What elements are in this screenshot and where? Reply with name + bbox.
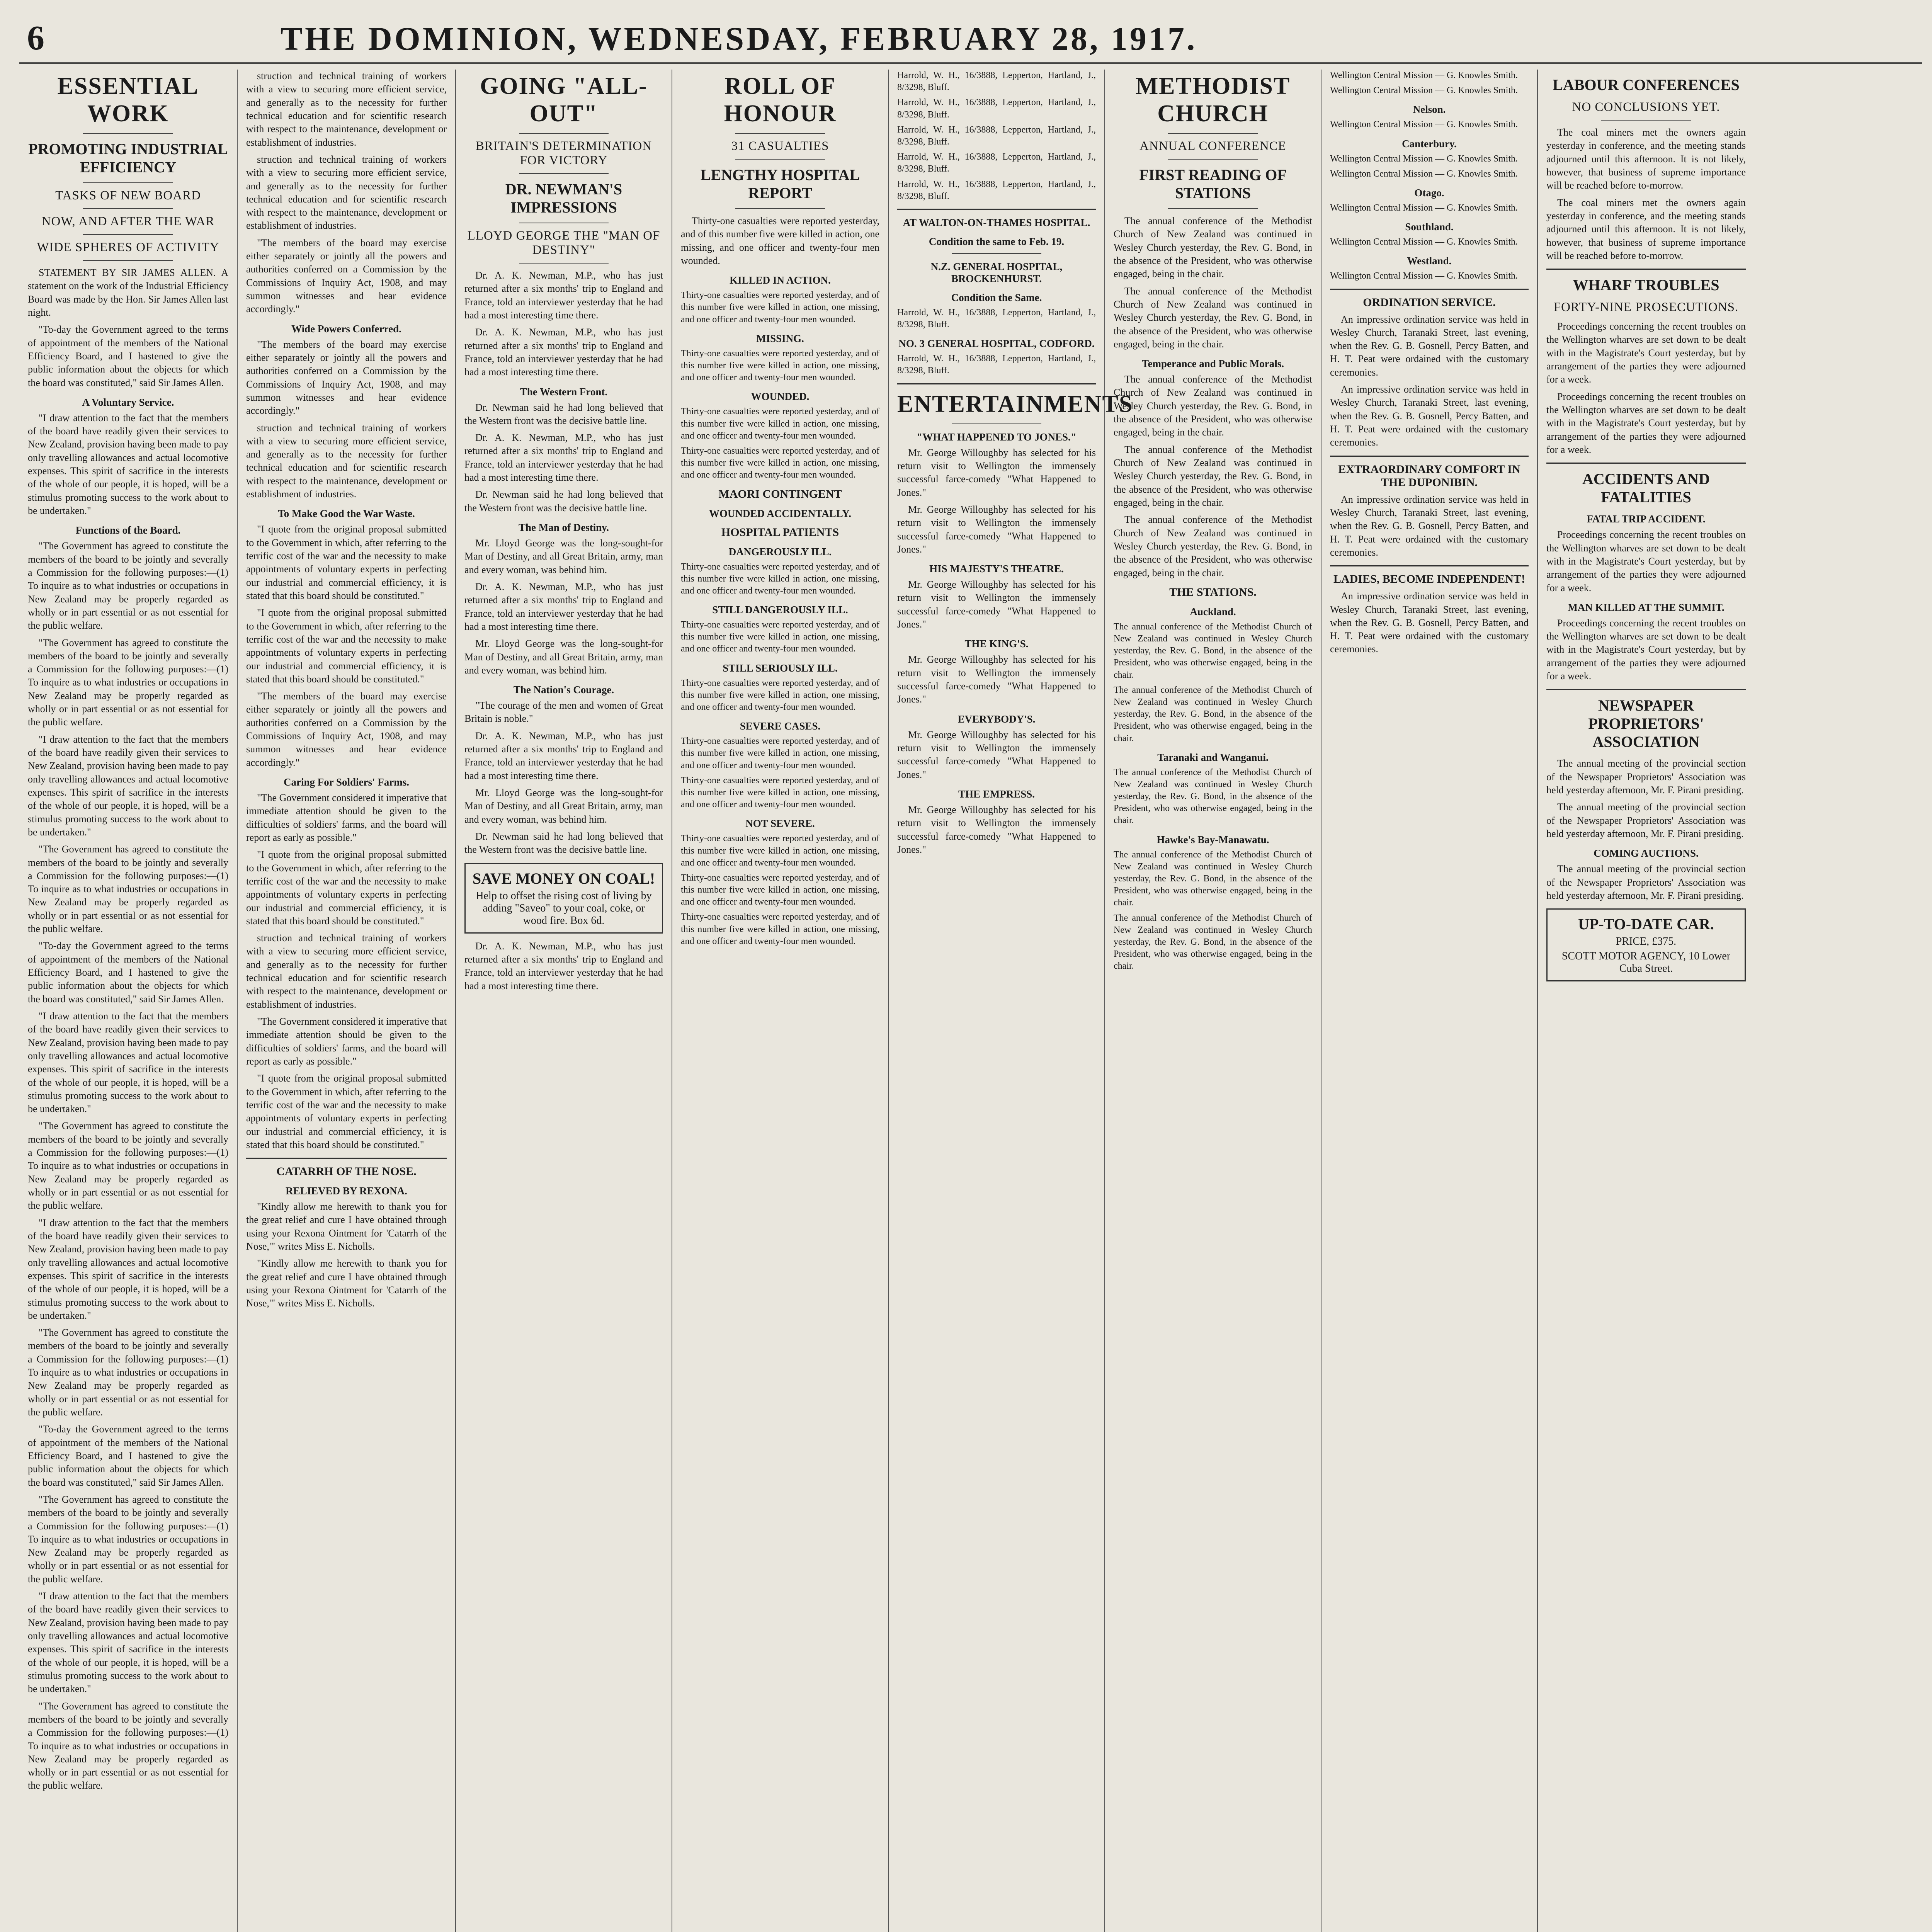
article-paragraph: Thirty-one casualties were reported yesterday, and of this number five were killed in action, one missing, and one officer and twenty-four men wounded. <box>681 290 879 325</box>
article-paragraph: Mr. Lloyd George was the long-sought-for Man of Destiny, and all Great Britain, army, man and every woman, was behind him. <box>464 638 663 676</box>
article-paragraph: "I draw attention to the fact that the members of the board have readily given their services to New Zealand, provision having been made to pay only travelling allowances and actual locomotive expenses. This spirit of sacrifice in the interests of the whole of our people, it is hoped, will be a stimulus promoting success to the work about to be undertaken." <box>28 1590 228 1695</box>
section-heading: STILL SERIOUSLY ILL. <box>723 662 838 674</box>
section-heading: NOT SEVERE. <box>745 818 815 830</box>
article-paragraph: An impressive ordination service was held in Wesley Church, Taranaki Street, last evening, when the Rev. G. B. Gosnell, Percy Batten, and H. T. Peat were ordained with the customary ceremonies. <box>1330 313 1529 378</box>
article-paragraph: Wellington Central Mission — G. Knowles Smith. <box>1330 119 1518 130</box>
section-heading: "WHAT HAPPENED TO JONES." <box>917 431 1077 443</box>
deck-newman: DR. NEWMAN'S IMPRESSIONS <box>505 180 622 216</box>
section-heading: Condition the same to Feb. 19. <box>929 235 1065 247</box>
article-paragraph: Dr. A. K. Newman, M.P., who has just returned after a six months' trip to England and France, told an interviewer yesterday that he had had a most interesting time there. <box>464 327 663 378</box>
article-paragraph: "The members of the board may exercise either separately or jointly all the powers and authorities conferred on a Commission by the Commissions of Inquiry Act, 1908, and may summon witnesses and hear evidence accordingly." <box>246 237 447 315</box>
page-title: THE DOMINION, WEDNESDAY, FEBRUARY 28, 1917. <box>280 20 1197 57</box>
article-paragraph: Dr. A. K. Newman, M.P., who has just returned after a six months' trip to England and France, told an interviewer yesterday that he had had a most interesting time there. <box>464 432 663 483</box>
heading-maori-contingent: MAORI CONTINGENT <box>718 487 842 500</box>
article-paragraph: Wellington Central Mission — G. Knowles Smith. <box>1330 85 1518 96</box>
article-paragraph: Wellington Central Mission — G. Knowles Smith. <box>1330 70 1518 80</box>
article-paragraph: Thirty-one casualties were reported yesterday, and of this number five were killed in action, one missing, and one officer and twenty-four men wounded. <box>681 736 879 770</box>
headline-methodist: METHODIST CHURCH <box>1135 73 1291 127</box>
article-paragraph: The annual conference of the Methodist Church of New Zealand was continued in Wesley Church yesterday, the Rev. G. Bond, in the absence of the President, who was otherwise engaged, being in the chair. <box>1114 913 1312 971</box>
article-paragraph: "The Government considered it imperative that immediate attention should be given to the difficulties of soldiers' farms, and the board will report as early as possible." <box>246 792 447 843</box>
section-heading: THE KING'S. <box>964 638 1029 650</box>
article-paragraph: Dr. Newman said he had long believed that the Western front was the decisive battle line. <box>464 401 663 426</box>
article-paragraph: Wellington Central Mission — G. Knowles Smith. <box>1330 271 1518 281</box>
subhead-rexona: RELIEVED BY REXONA. <box>286 1185 407 1197</box>
section-heading: N.Z. GENERAL HOSPITAL, BROCKENHURST. <box>930 260 1063 284</box>
article-paragraph: The annual conference of the Methodist Church of New Zealand was continued in Wesley Church yesterday, the Rev. G. Bond, in the absence of the President, who was otherwise engaged, being in the chair. <box>1114 849 1312 908</box>
section-heading: The Nation's Courage. <box>513 684 614 696</box>
columns <box>19 70 1922 1932</box>
headline-catarrh: CATARRH OF THE NOSE. <box>276 1165 417 1178</box>
section-heading: Canterbury. <box>1402 138 1457 150</box>
article-paragraph: "I draw attention to the fact that the members of the board have readily given their services to New Zealand, provision having been made to pay only travelling allowances and actual locomotive expenses. This spirit of sacrifice in the interests of the whole of our people, it is hoped, will be a stimulus promoting success to the work about to be undertaken." <box>28 1217 228 1321</box>
article-paragraph: Wellington Central Mission — G. Knowles Smith. <box>1330 168 1518 179</box>
deck-lloyd-george: LLOYD GEORGE THE "MAN OF DESTINY" <box>467 229 660 257</box>
article-paragraph: "I draw attention to the fact that the members of the board have readily given their services to New Zealand, provision having been made to pay only travelling allowances and actual locomotive expenses. This spirit of sacrifice in the interests of the whole of our people, it is hoped, will be a stimulus promoting success to the work about to be undertaken." <box>28 1010 228 1115</box>
article-paragraph: Thirty-one casualties were reported yesterday, and of this number five were killed in action, one missing, and one officer and twenty-four men wounded. <box>681 215 879 266</box>
headline-labour: LABOUR CONFERENCES <box>1553 76 1740 94</box>
article-paragraph: "I quote from the original proposal submitted to the Government in which, after referring to the terrific cost of the war and the necessity to make appointments of voluntary experts in perfecting our industrial and commercial efficiency, it is stated that this board should be constituted." <box>246 524 447 601</box>
deck-casualties: 31 CASUALTIES <box>731 139 829 153</box>
advert-agency: SCOTT MOTOR AGENCY, 10 Lower Cuba Street. <box>1561 950 1731 975</box>
article-paragraph: "To-day the Government agreed to the terms of appointment of the members of the National Efficiency Board, and I hastened to give the public information about the objects for which the board was constituted," said Sir James Allen. <box>28 1423 228 1488</box>
article-paragraph: "The Government has agreed to constitute the members of the board to be jointly and severally a Commission for the following purposes:—(1) To inquire as to what industries or occupations in New Zealand may be properly regarded as wholly or in part essential or as not essential for the public welfare. <box>28 844 228 935</box>
article-paragraph: Thirty-one casualties were reported yesterday, and of this number five were killed in action, one missing, and one officer and twenty-four men wounded. <box>681 446 879 480</box>
article-paragraph: Proceedings concerning the recent troubles on the Wellington wharves are set down to be dealt with in the Magistrate's Court yesterday, but by arrangement of the parties they were adjourned for a week. <box>1546 617 1746 682</box>
subhead-efficiency: PROMOTING INDUSTRIAL EFFICIENCY <box>28 140 228 176</box>
article-paragraph: The annual conference of the Methodist Church of New Zealand was continued in Wesley Church yesterday, the Rev. G. Bond, in the absence of the President, who was otherwise engaged, being in the chair. <box>1114 514 1312 578</box>
column-essential-work-cont <box>238 70 456 1932</box>
deck-hospital-report: LENGTHY HOSPITAL REPORT <box>700 166 860 202</box>
advert-price: PRICE, £375. <box>1616 935 1677 948</box>
article-paragraph: struction and technical training of workers with a view to securing more efficient service, and generally as to the necessity for further technical education and for scientific research with respect to the maintenance, development or establishment of industries. <box>246 153 447 231</box>
headline-roll-of-honour: ROLL OF HONOUR <box>724 73 837 127</box>
article-paragraph: Mr. Lloyd George was the long-sought-for Man of Destiny, and all Great Britain, army, man and every woman, was behind him. <box>464 787 663 825</box>
section-heading: Otago. <box>1414 187 1444 199</box>
article-paragraph: struction and technical training of workers with a view to securing more efficient service, and generally as to the necessity for further technical education and for scientific research with respect to the maintenance, development or establishment of industries. <box>246 70 447 148</box>
article-paragraph: The annual conference of the Methodist Church of New Zealand was continued in Wesley Church yesterday, the Rev. G. Bond, in the absence of the President, who was otherwise engaged, being in the chair. <box>1114 215 1312 280</box>
article-paragraph: Proceedings concerning the recent troubles on the Wellington wharves are set down to be dealt with in the Magistrate's Court yesterday, but by arrangement of the parties they were adjourned for a week. <box>1546 529 1746 594</box>
article-paragraph: "The Government has agreed to constitute the members of the board to be jointly and severally a Commission for the following purposes:—(1) To inquire as to what industries or occupations in New Zealand may be properly regarded as wholly or in part essential or as not essential for the public welfare. <box>28 1327 228 1418</box>
article-paragraph: "I quote from the original proposal submitted to the Government in which, after referring to the terrific cost of the war and the necessity to make appointments of voluntary experts in perfecting our industrial and commercial efficiency, it is stated that this board should be constituted." <box>246 849 447 927</box>
article-paragraph: Thirty-one casualties were reported yesterday, and of this number five were killed in action, one missing, and one officer and twenty-four men wounded. <box>681 833 879 868</box>
section-heading: THE EMPRESS. <box>958 788 1035 800</box>
article-paragraph: Harrold, W. H., 16/3888, Lepperton, Hartland, J., 8/3298, Bluff. <box>897 152 1096 174</box>
headline-essential-work: ESSENTIAL WORK <box>57 73 199 127</box>
deck-no-conclusions: NO CONCLUSIONS YET. <box>1572 100 1720 114</box>
article-paragraph: The annual conference of the Methodist Church of New Zealand was continued in Wesley Church yesterday, the Rev. G. Bond, in the absence of the President, who was otherwise engaged, being in the chair. <box>1114 767 1312 826</box>
article-paragraph: Mr. George Willoughby has selected for his return visit to Wellington the immensely successful farce-comedy "What Happened to Jones." <box>897 729 1096 780</box>
section-heading: WOUNDED. <box>751 391 810 403</box>
article-paragraph: Dr. A. K. Newman, M.P., who has just returned after a six months' trip to England and France, told an interviewer yesterday that he had had a most interesting time there. <box>464 940 663 992</box>
article-paragraph: The annual conference of the Methodist Church of New Zealand was continued in Wesley Church yesterday, the Rev. G. Bond, in the absence of the President, who was otherwise engaged, being in the chair. <box>1114 285 1312 350</box>
column-essential-work <box>19 70 238 1932</box>
article-paragraph: Proceedings concerning the recent troubles on the Wellington wharves are set down to be dealt with in the Magistrate's Court yesterday, but by arrangement of the parties they were adjourned for a week. <box>1546 391 1746 455</box>
section-heading: Caring For Soldiers' Farms. <box>284 776 409 788</box>
article-paragraph: Thirty-one casualties were reported yesterday, and of this number five were killed in action, one missing, and one officer and twenty-four men wounded. <box>681 872 879 907</box>
article-paragraph: Thirty-one casualties were reported yesterday, and of this number five were killed in action, one missing, and one officer and twenty-four men wounded. <box>681 561 879 596</box>
article-paragraph: Thirty-one casualties were reported yesterday, and of this number five were killed in action, one missing, and one officer and twenty-four men wounded. <box>681 678 879 712</box>
article-paragraph: Thirty-one casualties were reported yesterday, and of this number five were killed in action, one missing, and one officer and twenty-four men wounded. <box>681 775 879 810</box>
article-paragraph: STATEMENT BY SIR JAMES ALLEN. A statement on the work of the Industrial Efficiency Board was made by the Hon. Sir James Allen last night. <box>28 267 228 318</box>
column-roll-of-honour <box>672 70 889 1932</box>
deck-stations: FIRST READING OF STATIONS <box>1139 166 1287 202</box>
advert-heading: UP-TO-DATE CAR. <box>1578 915 1714 933</box>
article-paragraph: "I draw attention to the fact that the members of the board have readily given their services to New Zealand, provision having been made to pay only travelling allowances and actual locomotive expenses. This spirit of sacrifice in the interests of the whole of our people, it is hoped, will be a stimulus promoting success to the work about to be undertaken." <box>28 733 228 838</box>
article-paragraph: Harrold, W. H., 16/3888, Lepperton, Hartland, J., 8/3298, Bluff. <box>897 179 1096 201</box>
section-heading: Auckland. <box>1190 605 1236 617</box>
article-paragraph: An impressive ordination service was held in Wesley Church, Taranaki Street, last evening, when the Rev. G. B. Gosnell, Percy Batten, and H. T. Peat were ordained with the customary ceremonies. <box>1330 590 1529 655</box>
article-paragraph: The annual conference of the Methodist Church of New Zealand was continued in Wesley Church yesterday, the Rev. G. Bond, in the absence of the President, who was otherwise engaged, being in the chair. <box>1114 685 1312 743</box>
section-heading: EVERYBODY'S. <box>957 713 1036 725</box>
article-paragraph: "The Government has agreed to constitute the members of the board to be jointly and severally a Commission for the following purposes:—(1) To inquire as to what industries or occupations in New Zealand may be properly regarded as wholly or in part essential or as not essential for the public welfare. <box>28 1493 228 1585</box>
section-heading: To Make Good the War Waste. <box>278 508 415 520</box>
advert-body: Help to offset the rising cost of living by adding "Saveo" to your coal, coke, or wood fire. Box 6d. <box>476 889 652 927</box>
article-paragraph: Mr. George Willoughby has selected for his return visit to Wellington the immensely successful farce-comedy "What Happened to Jones." <box>897 503 1096 555</box>
article-paragraph: "I quote from the original proposal submitted to the Government in which, after referring to the terrific cost of the war and the necessity to make appointments of voluntary experts in perfecting our industrial and commercial efficiency, it is stated that this board should be constituted." <box>246 607 447 685</box>
article-paragraph: Wellington Central Mission — G. Knowles Smith. <box>1330 153 1518 164</box>
article-paragraph: "The Government considered it imperative that immediate attention should be given to the difficulties of soldiers' farms, and the board will report as early as possible." <box>246 1016 447 1067</box>
article-paragraph: The annual conference of the Methodist Church of New Zealand was continued in Wesley Church yesterday, the Rev. G. Bond, in the absence of the President, who was otherwise engaged, being in the chair. <box>1114 444 1312 508</box>
article-paragraph: An impressive ordination service was held in Wesley Church, Taranaki Street, last evening, when the Rev. G. B. Gosnell, Percy Batten, and H. T. Peat were ordained with the customary ceremonies. <box>1330 384 1529 448</box>
advert-paragraph: "Kindly allow me herewith to thank you for the great relief and cure I have obtained through using your Rexona Ointment for 'Catarrh of the Nose,'" writes Miss E. Nicholls. <box>246 1258 447 1309</box>
article-paragraph: "The members of the board may exercise either separately or jointly all the powers and authorities conferred on a Commission by the Commissions of Inquiry Act, 1908, and may summon witnesses and hear evidence accordingly." <box>246 338 447 417</box>
section-heading: Taranaki and Wanganui. <box>1157 751 1269 763</box>
article-paragraph: Dr. A. K. Newman, M.P., who has just returned after a six months' trip to England and France, told an interviewer yesterday that he had had a most interesting time there. <box>464 581 663 632</box>
article-paragraph: Thirty-one casualties were reported yesterday, and of this number five were killed in action, one missing, and one officer and twenty-four men wounded. <box>681 406 879 441</box>
article-paragraph: Dr. A. K. Newman, M.P., who has just returned after a six months' trip to England and France, told an interviewer yesterday that he had had a most interesting time there. <box>464 270 663 321</box>
article-paragraph: The annual meeting of the provincial section of the Newspaper Proprietors' Association was held yesterday afternoon, Mr. F. Pirani presiding. <box>1546 863 1746 901</box>
article-paragraph: The annual meeting of the provincial section of the Newspaper Proprietors' Association was held yesterday afternoon, Mr. F. Pirani presiding. <box>1546 758 1746 796</box>
article-paragraph: "To-day the Government agreed to the terms of appointment of the members of the National Efficiency Board, and I hastened to give the public information about the objects for which the board was constituted," said Sir James Allen. <box>28 324 228 388</box>
headline-newspaper: NEWSPAPER PROPRIETORS' ASSOCIATION <box>1588 697 1704 751</box>
heading-comfort: EXTRAORDINARY COMFORT IN THE DUPONIBIN. <box>1338 463 1520 489</box>
article-paragraph: "To-day the Government agreed to the terms of appointment of the members of the National Efficiency Board, and I hastened to give the public information about the objects for which the board was constituted," said Sir James Allen. <box>28 940 228 1005</box>
column-methodist-cont <box>1321 70 1538 1932</box>
deck-britain: BRITAIN'S DETERMINATION FOR VICTORY <box>475 139 652 167</box>
article-paragraph: The coal miners met the owners again yesterday in conference, and the meeting stands adjourned until this afternoon. It is not likely, however, that business of supreme importance will be reached before to-morrow. <box>1546 127 1746 191</box>
article-paragraph: Harrold, W. H., 16/3888, Lepperton, Hartland, J., 8/3298, Bluff. <box>897 124 1096 147</box>
column-casualty-list-and-entertainments <box>889 70 1133 1932</box>
article-paragraph: "The Government has agreed to constitute the members of the board to be jointly and severally a Commission for the following purposes:—(1) To inquire as to what industries or occupations in New Zealand may be properly regarded as wholly or in part essential or as not essential for the public welfare. <box>28 1120 228 1211</box>
article-paragraph: Proceedings concerning the recent troubles on the Wellington wharves are set down to be dealt with in the Magistrate's Court yesterday, but by arrangement of the parties they were adjourned for a week. <box>1546 321 1746 385</box>
article-paragraph: Harrold, W. H., 16/3888, Lepperton, Hartland, J., 8/3298, Bluff. <box>897 97 1096 120</box>
article-paragraph: The annual conference of the Methodist Church of New Zealand was continued in Wesley Church yesterday, the Rev. G. Bond, in the absence of the President, who was otherwise engaged, being in the chair. <box>1114 374 1312 438</box>
column-going-all-out <box>456 70 672 1932</box>
article-paragraph: struction and technical training of workers with a view to securing more efficient service, and generally as to the necessity for further technical education and for scientific research with respect to the maintenance, development or establishment of industries. <box>246 932 447 1010</box>
section-heading: AT WALTON-ON-THAMES HOSPITAL. <box>903 216 1090 228</box>
section-heading: MISSING. <box>756 332 804 344</box>
article-paragraph: Thirty-one casualties were reported yesterday, and of this number five were killed in action, one missing, and one officer and twenty-four men wounded. <box>681 912 879 946</box>
advert-paragraph: "Kindly allow me herewith to thank you for the great relief and cure I have obtained through using your Rexona Ointment for 'Catarrh of the Nose,'" writes Miss E. Nicholls. <box>246 1201 447 1252</box>
article-paragraph: "The Government has agreed to constitute the members of the board to be jointly and severally a Commission for the following purposes:—(1) To inquire as to what industries or occupations in New Zealand may be properly regarded as wholly or in part essential or as not essential for the public welfare. <box>28 540 228 631</box>
article-paragraph: Harrold, W. H., 16/3888, Lepperton, Hartland, J., 8/3298, Bluff. <box>897 354 1096 376</box>
deck-annual-conference: ANNUAL CONFERENCE <box>1139 139 1286 153</box>
section-heading: HIS MAJESTY'S THEATRE. <box>929 563 1064 575</box>
deck-wide-spheres: WIDE SPHERES OF ACTIVITY <box>37 240 219 254</box>
article-paragraph: Mr. Lloyd George was the long-sought-for Man of Destiny, and all Great Britain, army, man and every woman, was behind him. <box>464 537 663 575</box>
section-heading: Functions of the Board. <box>75 524 181 536</box>
section-heading: A Voluntary Service. <box>82 396 174 408</box>
section-heading: Nelson. <box>1413 104 1446 116</box>
section-heading: The Man of Destiny. <box>518 522 609 533</box>
article-paragraph: "I draw attention to the fact that the members of the board have readily given their services to New Zealand, provision having been made to pay only travelling allowances and actual locomotive expenses. This spirit of sacrifice in the interests of the whole of our people, it is hoped, will be a stimulus promoting success to the work about to be undertaken." <box>28 412 228 516</box>
article-paragraph: Wellington Central Mission — G. Knowles Smith. <box>1330 202 1518 213</box>
article-paragraph: "The members of the board may exercise either separately or jointly all the powers and authorities conferred on a Commission by the Commissions of Inquiry Act, 1908, and may summon witnesses and hear evidence accordingly." <box>246 690 447 768</box>
article-paragraph: Thirty-one casualties were reported yesterday, and of this number five were killed in action, one missing, and one officer and twenty-four men wounded. <box>681 348 879 383</box>
heading-stations: THE STATIONS. <box>1169 585 1257 599</box>
article-paragraph: "The Government has agreed to constitute the members of the board to be jointly and severally a Commission for the following purposes:—(1) To inquire as to what industries or occupations in New Zealand may be properly regarded as wholly or in part essential or as not essential for the public welfare. <box>28 1700 228 1791</box>
deck-after-war: NOW, AND AFTER THE WAR <box>41 214 215 228</box>
section-heading: WOUNDED ACCIDENTALLY. <box>709 507 852 519</box>
section-heading: NO. 3 GENERAL HOSPITAL, CODFORD. <box>898 338 1095 350</box>
advert-motor-car <box>1546 908 1746 981</box>
masthead <box>19 12 1922 64</box>
deck-prosecutions: FORTY-NINE PROSECUTIONS. <box>1553 300 1739 315</box>
advert-saveo <box>464 863 663 934</box>
article-paragraph: struction and technical training of workers with a view to securing more efficient service, and generally as to the necessity for further technical education and for scientific research with respect to the maintenance, development or establishment of industries. <box>246 422 447 500</box>
article-paragraph: Harrold, W. H., 16/3888, Lepperton, Hartland, J., 8/3298, Bluff. <box>897 70 1096 93</box>
article-paragraph: "The Government has agreed to constitute the members of the board to be jointly and severally a Commission for the following purposes:—(1) To inquire as to what industries or occupations in New Zealand may be properly regarded as wholly or in part essential or as not essential for the public welfare. <box>28 637 228 728</box>
advert-heading: SAVE MONEY ON COAL! <box>472 869 655 887</box>
article-paragraph: Dr. Newman said he had long believed that the Western front was the decisive battle line. <box>464 489 663 514</box>
heading-ordination: ORDINATION SERVICE. <box>1363 296 1496 309</box>
section-heading: KILLED IN ACTION. <box>730 274 831 286</box>
article-paragraph: "The courage of the men and women of Great Britain is noble." <box>464 700 663 724</box>
section-heading: Condition the Same. <box>951 291 1042 303</box>
section-heading: Temperance and Public Morals. <box>1142 358 1284 370</box>
article-paragraph: The annual meeting of the provincial section of the Newspaper Proprietors' Association was held yesterday afternoon, Mr. F. Pirani presiding. <box>1546 801 1746 839</box>
page-number: 6 <box>27 19 44 57</box>
section-heading: The Western Front. <box>520 386 608 398</box>
section-heading: FATAL TRIP ACCIDENT. <box>1587 513 1706 525</box>
section-heading: DANGEROUSLY ILL. <box>728 546 832 558</box>
article-paragraph: Dr. A. K. Newman, M.P., who has just returned after a six months' trip to England and France, told an interviewer yesterday that he had had a most interesting time there. <box>464 730 663 781</box>
article-paragraph: Wellington Central Mission — G. Knowles Smith. <box>1330 237 1518 247</box>
article-paragraph: Mr. George Willoughby has selected for his return visit to Wellington the immensely successful farce-comedy "What Happened to Jones." <box>897 654 1096 705</box>
article-paragraph: Mr. George Willoughby has selected for his return visit to Wellington the immensely successful farce-comedy "What Happened to Jones." <box>897 804 1096 855</box>
column-labour-conferences <box>1538 70 1754 1932</box>
heading-ladies: LADIES, BECOME INDEPENDENT! <box>1333 573 1525 586</box>
article-paragraph: Thirty-one casualties were reported yesterday, and of this number five were killed in action, one missing, and one officer and twenty-four men wounded. <box>681 620 879 654</box>
headline-wharf: WHARF TROUBLES <box>1573 276 1719 294</box>
article-paragraph: The coal miners met the owners again yesterday in conference, and the meeting stands adjourned until this afternoon. It is not likely, however, that business of supreme importance will be reached before to-morrow. <box>1546 197 1746 261</box>
article-paragraph: Mr. George Willoughby has selected for his return visit to Wellington the immensely successful farce-comedy "What Happened to Jones." <box>897 447 1096 498</box>
article-paragraph: The annual conference of the Methodist Church of New Zealand was continued in Wesley Church yesterday, the Rev. G. Bond, in the absence of the President, who was otherwise engaged, being in the chair. <box>1114 621 1312 680</box>
heading-hospital-patients: HOSPITAL PATIENTS <box>721 526 839 539</box>
article-paragraph: Mr. George Willoughby has selected for his return visit to Wellington the immensely successful farce-comedy "What Happened to Jones." <box>897 579 1096 630</box>
headline-entertainments: ENTERTAINMENTS <box>897 391 1133 417</box>
section-heading: SEVERE CASES. <box>740 720 821 732</box>
section-heading: MAN KILLED AT THE SUMMIT. <box>1568 601 1725 613</box>
article-paragraph: An impressive ordination service was held in Wesley Church, Taranaki Street, last evening, when the Rev. G. B. Gosnell, Percy Batten, and H. T. Peat were ordained with the customary ceremonies. <box>1330 493 1529 558</box>
headline-accidents: ACCIDENTS AND FATALITIES <box>1582 470 1710 506</box>
section-heading: Westland. <box>1407 255 1452 267</box>
section-heading: COMING AUCTIONS. <box>1594 847 1699 859</box>
column-methodist-church <box>1105 70 1321 1932</box>
section-heading: STILL DANGEROUSLY ILL. <box>712 604 848 616</box>
article-paragraph: Harrold, W. H., 16/3888, Lepperton, Hartland, J., 8/3298, Bluff. <box>897 307 1096 330</box>
section-heading: Southland. <box>1405 221 1454 233</box>
section-heading: Hawke's Bay-Manawatu. <box>1156 833 1269 845</box>
deck-tasks: TASKS OF NEW BOARD <box>55 189 201 202</box>
article-paragraph: Dr. Newman said he had long believed that the Western front was the decisive battle line. <box>464 830 663 855</box>
article-paragraph: "I quote from the original proposal submitted to the Government in which, after referring to the terrific cost of the war and the necessity to make appointments of voluntary experts in perfecting our industrial and commercial efficiency, it is stated that this board should be constituted." <box>246 1073 447 1150</box>
section-heading: Wide Powers Conferred. <box>291 323 401 335</box>
headline-all-out: GOING "ALL-OUT" <box>480 73 648 127</box>
